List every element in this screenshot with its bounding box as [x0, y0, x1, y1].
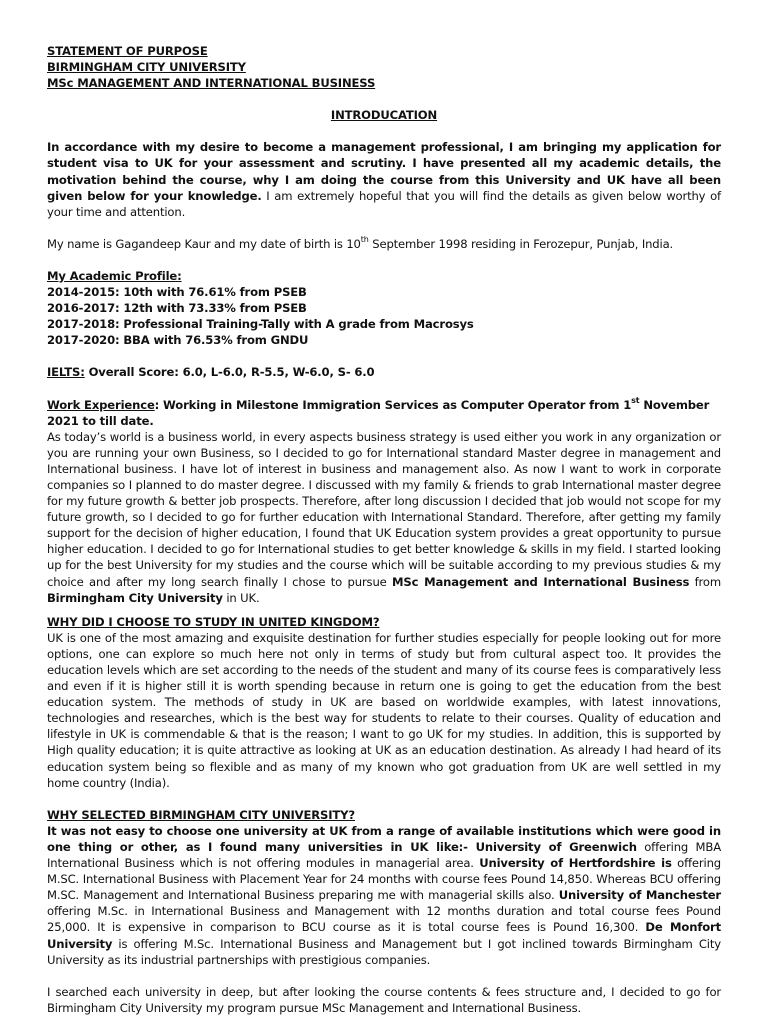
- bcu-text: offering M.SC. International Business with Placement Year for 24 months with course fees Pound 14,850. Whereas BCU offering M.SC. Management and International Business preparing me with managerial skills also.: [47, 856, 722, 903]
- course-name: MSc MANAGEMENT AND INTERNATIONAL BUSINESS: [47, 76, 376, 91]
- university-name: BIRMINGHAM CITY UNIVERSITY: [47, 60, 246, 75]
- personal-text-end: September 1998 residing in Ferozepur, Punjab, India.: [368, 236, 674, 251]
- bcu-text: offering M.Sc. in International Business and Management with 12 months duration and total course fees Pound 25,000. It is expensive in comparison to BCU course as it is total course fees is Pound 16,300.: [47, 904, 721, 935]
- work-university: Birmingham City University: [47, 590, 223, 605]
- ielts-line: [47, 364, 721, 380]
- bcu-bold-intro: It was not easy to choose one university at UK from a range of available institutions which were good in one thing or other, as I found many universities in UK like:- University of Greenwich: [47, 823, 721, 854]
- work-from: from: [689, 574, 721, 589]
- work-text: : Working in Milestone Immigration Services as Computer Operator from 1: [154, 397, 632, 412]
- ielts-score: Overall Score: 6.0, L-6.0, R-5.5, W-6.0, S- 6.0: [84, 365, 375, 380]
- final-paragraph: I searched each university in deep, but after looking the course contents & fees structure and, I decided to go for Birmingham City University my program pursue MSc Management and International Business.: [47, 984, 721, 1015]
- intro-heading: INTRODUCATION: [330, 108, 438, 123]
- intro-normal-text: I am extremely hopeful that you will find the details as given below worthy of your time and attention.: [47, 188, 721, 219]
- work-experience-line: [47, 397, 721, 429]
- work-para-text: As today’s world is a business world, in every aspects business strategy is used either you work in any organization or you are running your own Business, so I decided to go for International standard Master degree in management and International business. I have lot of interest in business and management also. As now I want to work in corporate companies so I planned to do master degree. I discussed with my family & friends to grab International master degree for my future growth & better job prospects. Therefore, after long discussion I decided that job would not scope for my future growth, so I decided to go for further education with International Standard. Therefore, after getting my family support for the decision of higher education, I found that UK Education system provides a great opportunity to pursue higher education. I decided to go for International studies to get better knowledge & skills in my field. I started looking up for the best University for my studies and the course which will be suitable according to my previous studies & my choice and after my long search finally I chose to pursue: [47, 429, 721, 589]
- intro-paragraph: [47, 139, 721, 219]
- bcu-text: offering MBA International Business which is not offering modules in managerial area.: [47, 839, 721, 871]
- work-label: Work Experience: [47, 397, 155, 412]
- bcu-bold: University of Hertfordshire is: [479, 856, 672, 871]
- uk-paragraph: UK is one of the most amazing and exquisite destination for further studies especially for people looking out for more options, one can explore so much here not only in terms of study but from cultural aspect too. It provides the education levels which are set according to the needs of the student and many of its course fees is comparatively less and even if it is higher still it is worth spending because in return one is going to get the education from the best education system. The methods of study in UK are based on worldwide examples, with latest innovations, technologies and researches, which is the best way for students to relate to their courses. Quality of education and lifestyle in UK is commendable & that is the reason; I want to go UK for my studies. In addition, this is supported by High quality education; it is quite attractive as looking at UK as an education destination. As already I had heard of its education system being so flexible and as many of my known who got graduation from UK are well settled in my home country (India).: [47, 630, 721, 790]
- work-sup: st: [631, 395, 640, 405]
- bcu-bold: De Monfort University: [47, 920, 721, 951]
- work-paragraph: [47, 429, 721, 606]
- work-course: MSc Management and International Business: [392, 574, 690, 589]
- uk-heading: WHY DID I CHOOSE TO STUDY IN UNITED KINGDOM?: [47, 614, 380, 629]
- personal-sup: th: [360, 234, 369, 244]
- personal-details: [47, 236, 721, 252]
- academic-heading: My Academic Profile:: [47, 268, 182, 283]
- doc-title: STATEMENT OF PURPOSE: [47, 44, 208, 58]
- personal-text: My name is Gagandeep Kaur and my date of birth is 10: [47, 236, 361, 251]
- academic-item: 2014-2015: 10th with 76.61% from PSEB: [47, 285, 307, 300]
- intro-bold-text: In accordance with my desire to become a management professional, I am bringing my application for student visa to UK for your assessment and scrutiny. I have presented all my academic details, the motivation behind the course, why I am doing the course from this University and UK have all been given below for your knowledge.: [47, 140, 721, 203]
- bcu-paragraph: [47, 823, 721, 968]
- academic-item: 2017-2018: Professional Training-Tally with A grade from Macrosys: [47, 317, 474, 332]
- work-end: in UK.: [222, 590, 260, 605]
- bcu-text: is offering M.Sc. International Business and Management but I got inclined towards Birmingham City University as its industrial partnerships with prestigious companies.: [47, 936, 721, 967]
- academic-item: 2017-2020: BBA with 76.53% from GNDU: [47, 333, 309, 348]
- ielts-label: IELTS:: [47, 365, 85, 380]
- statement-of-purpose: [47, 43, 721, 1016]
- bcu-bold: University of Manchester: [558, 888, 721, 903]
- work-text-end: November 2021 to till date.: [47, 397, 710, 428]
- academic-item: 2016-2017: 12th with 73.33% from PSEB: [47, 301, 307, 316]
- bcu-heading: WHY SELECTED BIRMINGHAM CITY UNIVERSITY?: [47, 807, 355, 822]
